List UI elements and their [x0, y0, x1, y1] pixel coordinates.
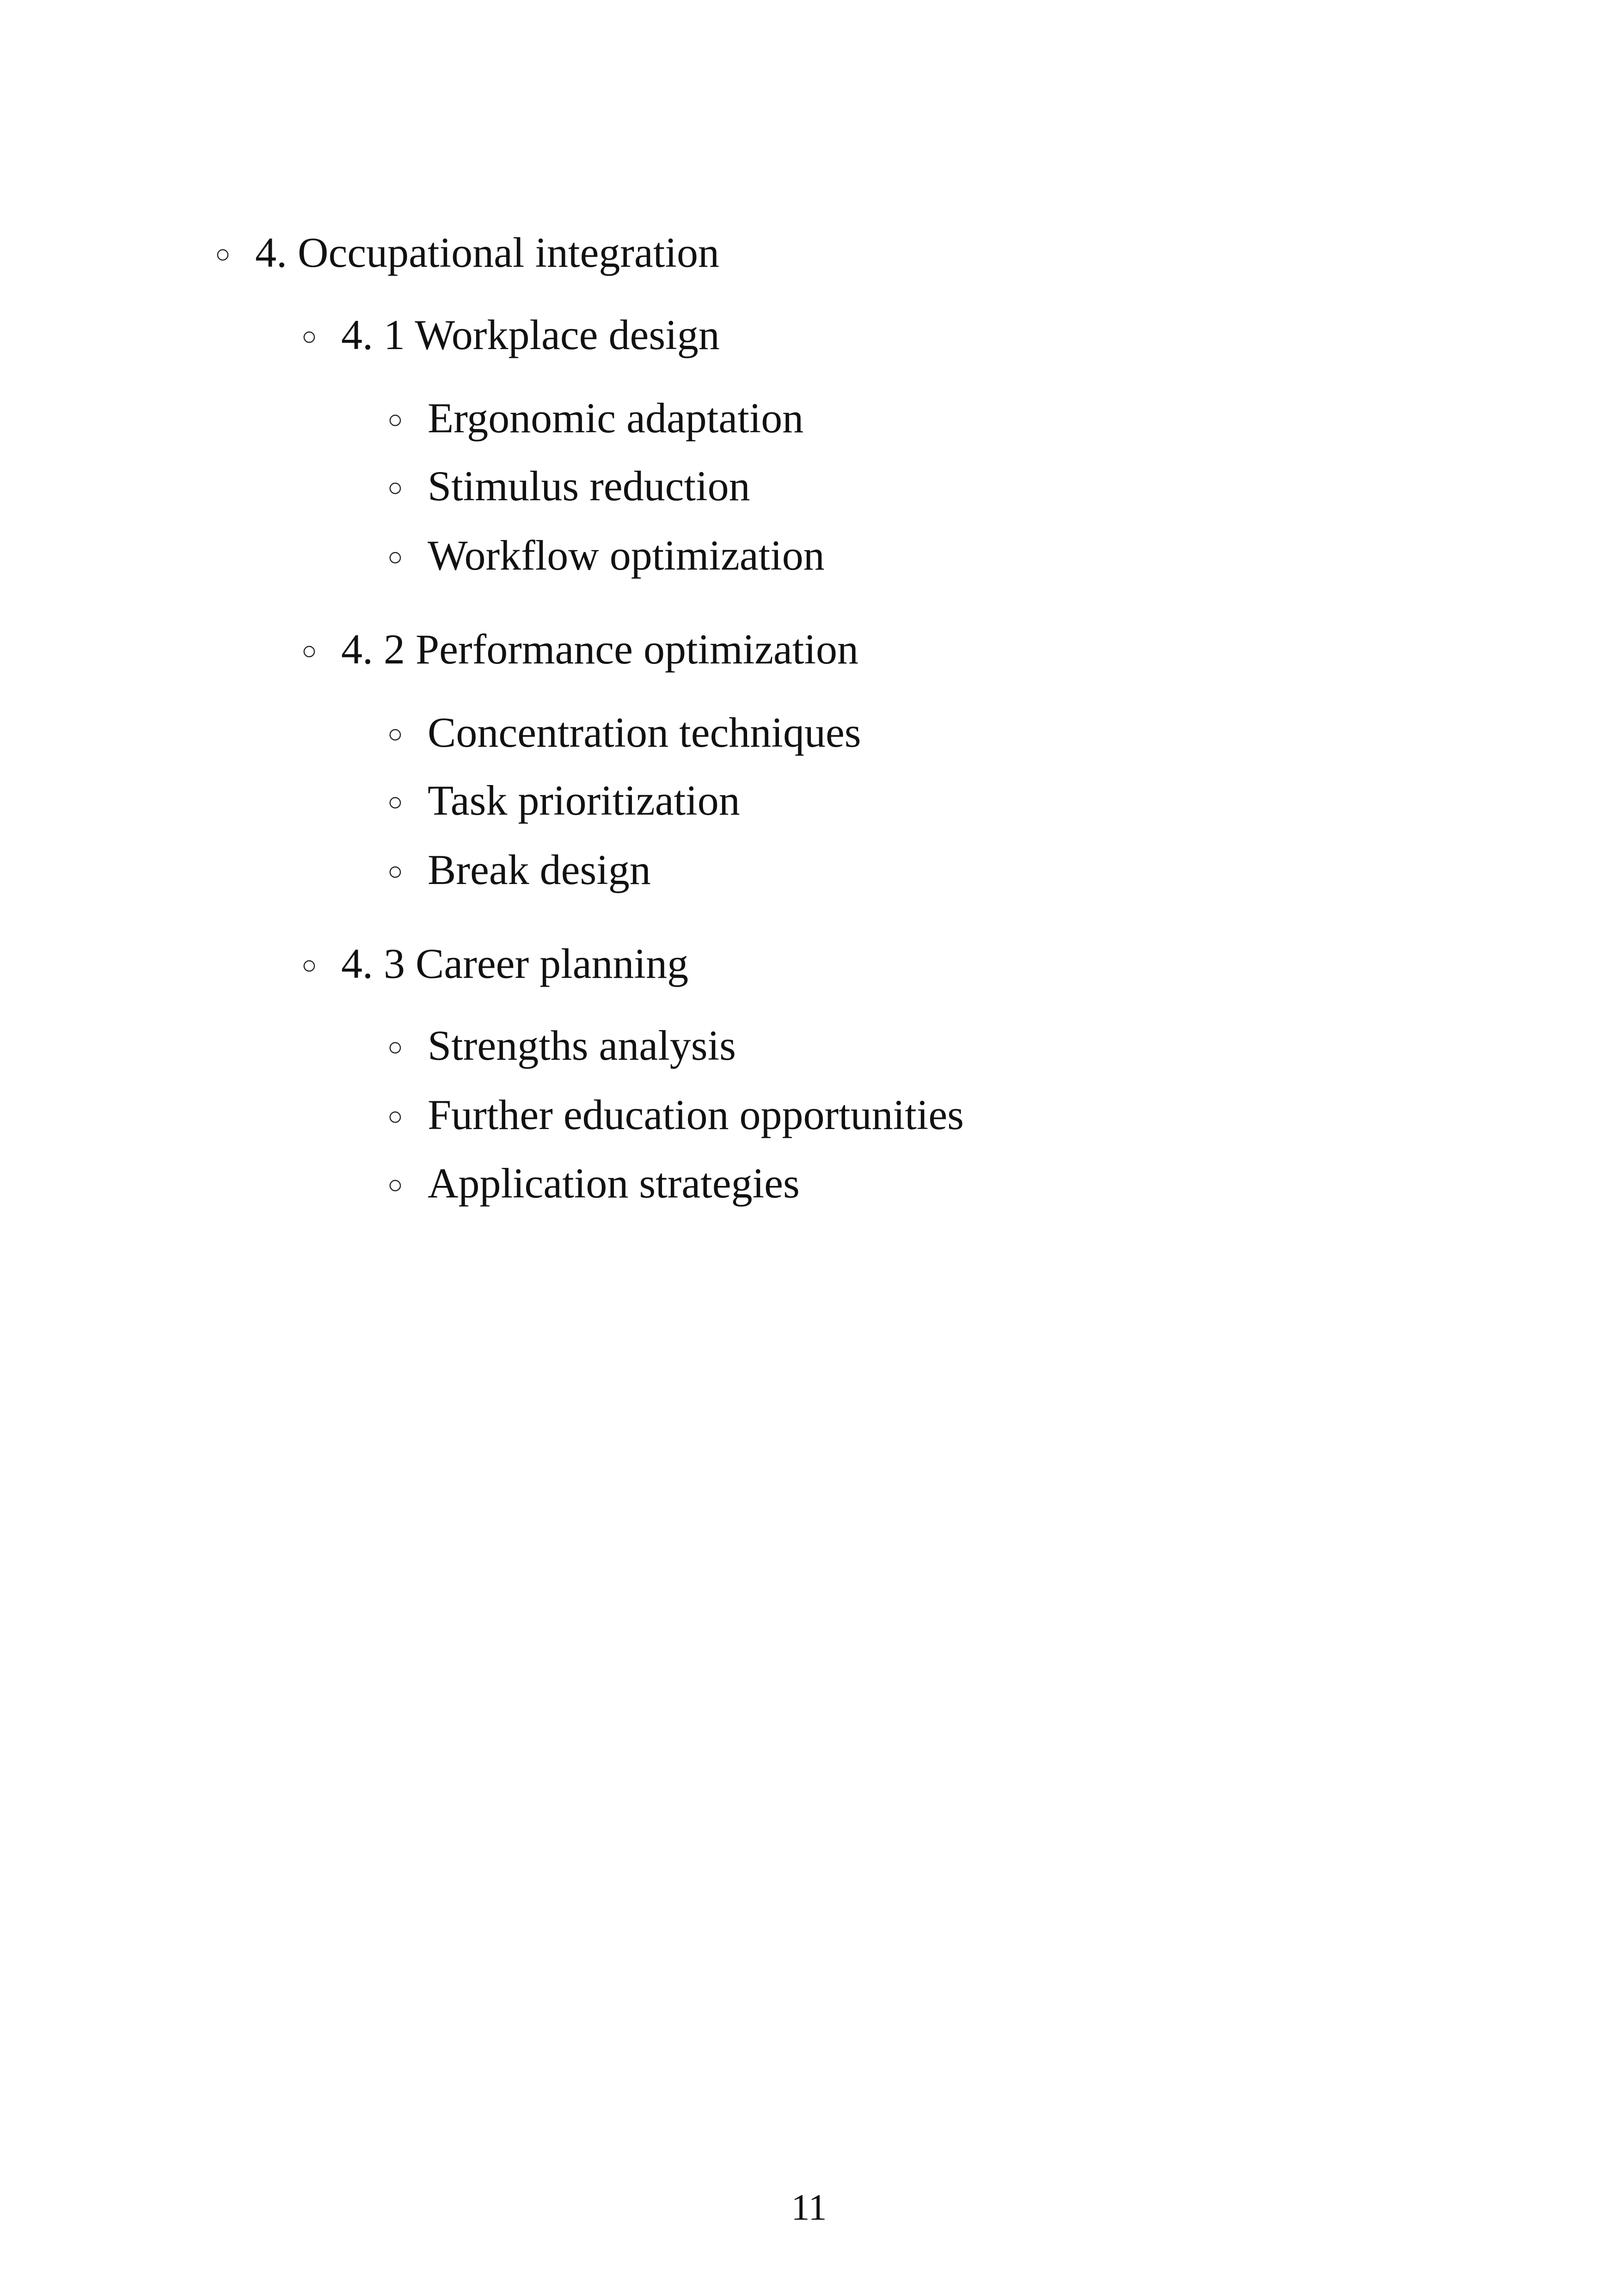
bullet-icon: ○	[215, 240, 231, 269]
bullet-icon: ○	[301, 637, 317, 665]
bullet-icon: ○	[387, 473, 403, 502]
subsection-heading: 4. 2 Performance optimization	[341, 626, 859, 673]
bullet-icon: ○	[387, 1102, 403, 1131]
list-item: Concentration techniques	[428, 709, 861, 756]
list-item: Application strategies	[428, 1160, 800, 1207]
section-heading: 4. Occupational integration	[255, 229, 720, 276]
list-item: Ergonomic adaptation	[428, 394, 804, 442]
list-item: Task prioritization	[428, 777, 740, 824]
bullet-icon: ○	[387, 1171, 403, 1199]
bullet-icon: ○	[387, 788, 403, 816]
list-item: Workflow optimization	[428, 532, 825, 579]
bullet-icon: ○	[301, 951, 317, 980]
bullet-icon: ○	[387, 405, 403, 434]
subsection-heading: 4. 1 Workplace design	[341, 311, 720, 358]
subsection-heading: 4. 3 Career planning	[341, 940, 689, 987]
list-item: Stimulus reduction	[428, 462, 750, 510]
list-item: Break design	[428, 846, 651, 893]
bullet-icon: ○	[387, 720, 403, 749]
bullet-icon: ○	[387, 1033, 403, 1062]
bullet-icon: ○	[387, 857, 403, 886]
list-item: Further education opportunities	[428, 1091, 964, 1138]
bullet-icon: ○	[301, 322, 317, 351]
list-item: Strengths analysis	[428, 1022, 736, 1069]
bullet-icon: ○	[387, 543, 403, 571]
page-number: 11	[791, 2187, 827, 2228]
